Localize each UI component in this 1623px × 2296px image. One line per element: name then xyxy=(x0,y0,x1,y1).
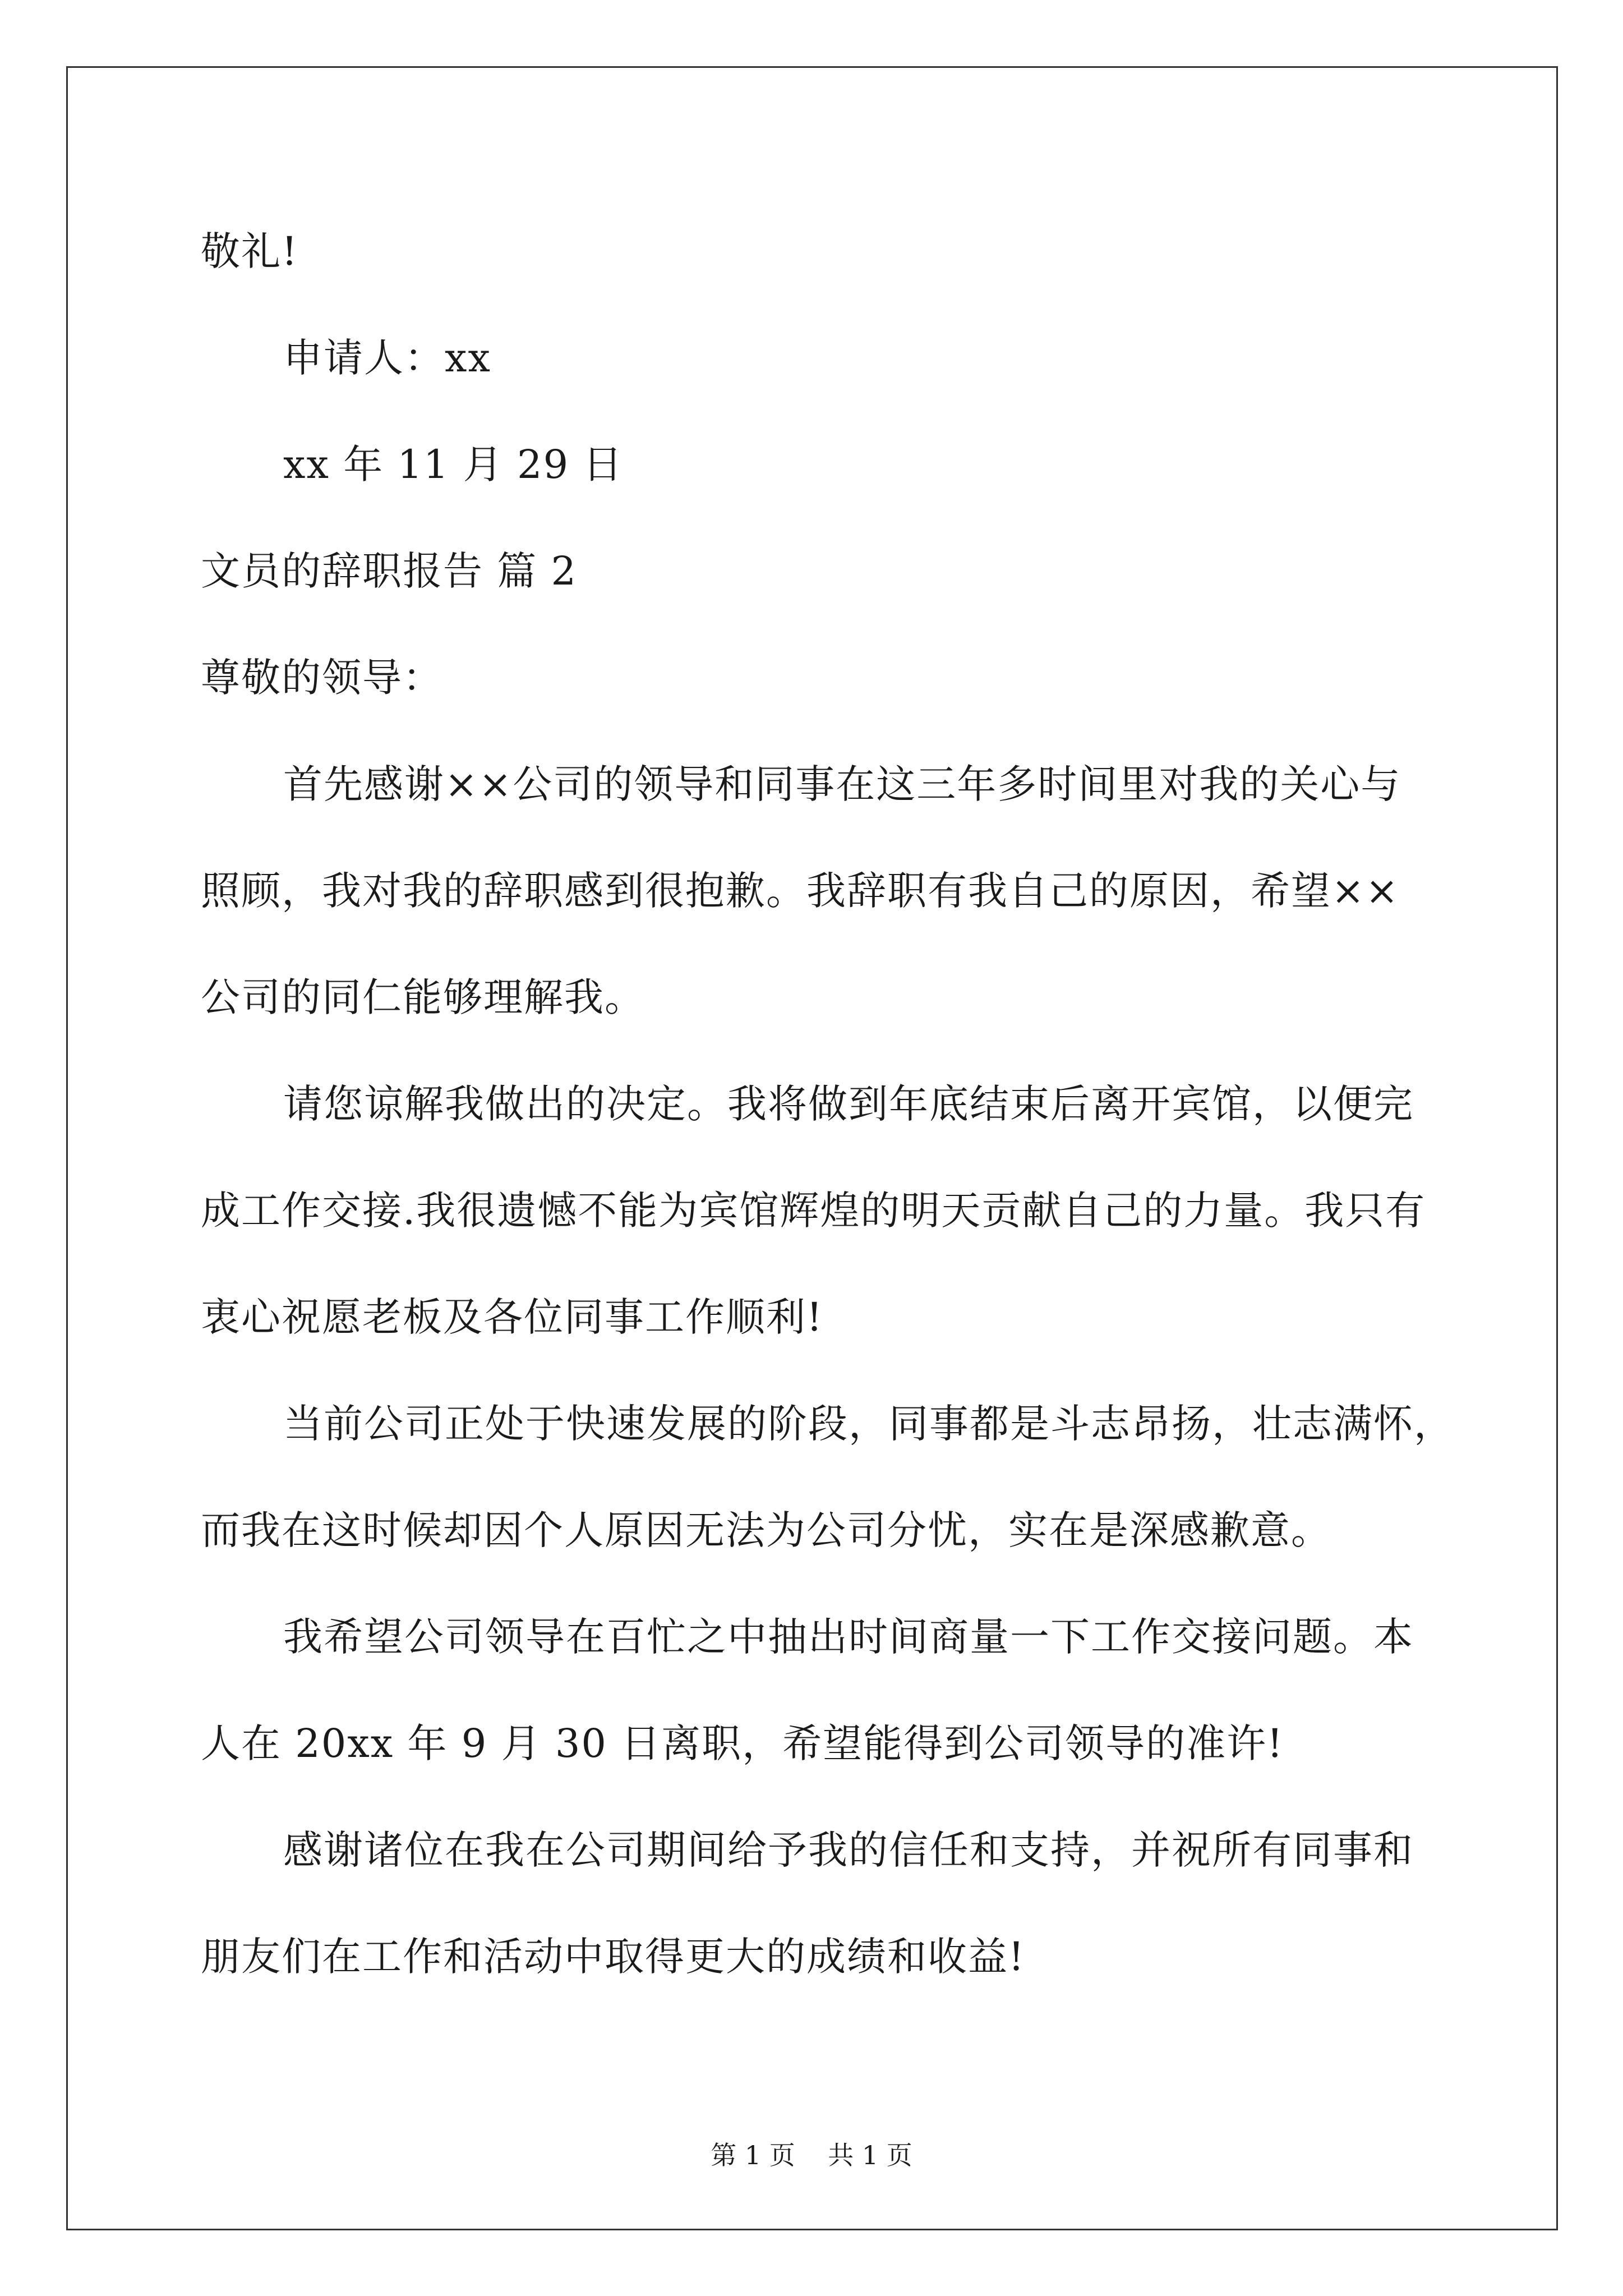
page-border xyxy=(66,66,1558,2230)
section-title: 文员的辞职报告 篇 2 xyxy=(201,548,578,594)
body-line: 朋友们在工作和活动中取得更大的成绩和收益! xyxy=(201,1934,1026,1980)
date-line: xx 年 11 月 29 日 xyxy=(283,441,624,487)
body-line: 而我在这时候却因个人原因无法为公司分忧，实在是深感歉意。 xyxy=(201,1507,1331,1553)
body-line: 成工作交接.我很遗憾不能为宾馆辉煌的明天贡献自己的力量。我只有 xyxy=(201,1188,1426,1234)
body-line: 人在 20xx 年 9 月 30 日离职，希望能得到公司领导的准许! xyxy=(201,1720,1284,1766)
closing-line: 敬礼! xyxy=(201,228,299,274)
body-line: 衷心祝愿老板及各位同事工作顺利! xyxy=(201,1294,824,1340)
body-line: 当前公司正处于快速发展的阶段，同事都是斗志昂扬，壮志满怀， xyxy=(283,1401,1454,1447)
salutation-line: 尊敬的领导： xyxy=(201,655,443,701)
body-line: 我希望公司领导在百忙之中抽出时间商量一下工作交接问题。本 xyxy=(283,1614,1414,1660)
applicant-line: 申请人：xx xyxy=(283,335,491,381)
body-line: 首先感谢××公司的领导和同事在这三年多时间里对我的关心与 xyxy=(283,761,1401,807)
body-line: 公司的同仁能够理解我。 xyxy=(201,974,645,1020)
body-line: 感谢诸位在我在公司期间给予我的信任和支持，并祝所有同事和 xyxy=(283,1827,1414,1873)
body-line: 请您谅解我做出的决定。我将做到年底结束后离开宾馆，以便完 xyxy=(283,1081,1414,1127)
page-number-footer: 第 1 页 共 1 页 xyxy=(711,2140,912,2170)
body-line: 照顾，我对我的辞职感到很抱歉。我辞职有我自己的原因，希望×× xyxy=(201,868,1400,914)
